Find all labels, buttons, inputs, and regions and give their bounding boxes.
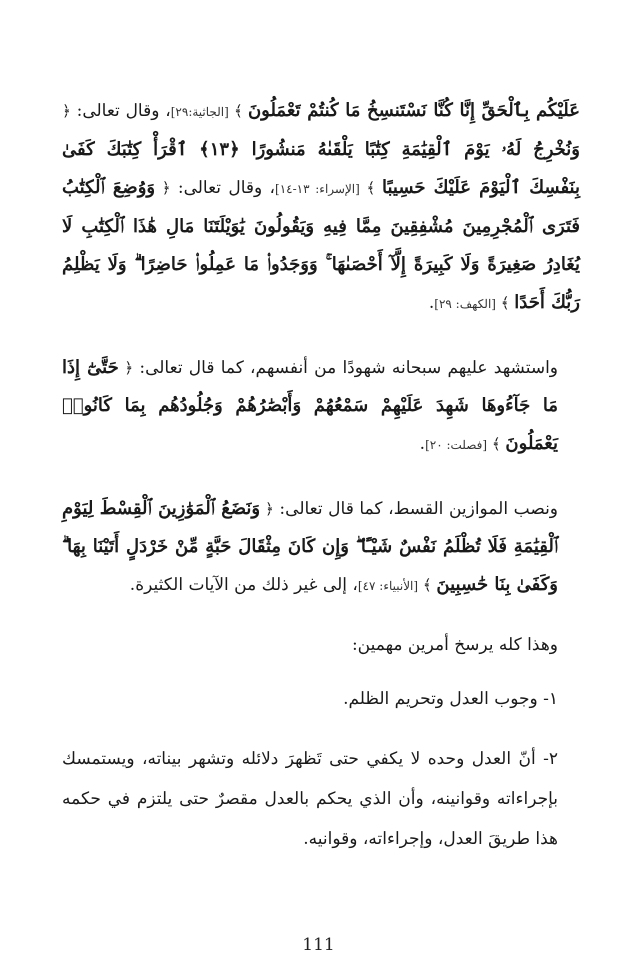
list-item-2 [62, 739, 580, 859]
paragraph-4 [62, 625, 580, 665]
ayah-open-bracket: ﴿ [260, 500, 274, 518]
body-text: وهذا كله يرسخ أمرين مهمين: [351, 635, 558, 655]
body-text: ، إلى غير ذلك من الآيات الكثيرة. [129, 575, 358, 595]
quran-verse: وَنُخْرِجُ لَهُۥ يَوْمَ ٱلْقِيَٰمَةِ كِتَٰبًا يَلْقَىٰهُ مَنشُورًا ﴿١٣﴾ ٱقْرَأْ كِتَٰبَكَ كَفَىٰ بِنَفْسِكَ ٱلْيَوْمَ عَلَيْكَ حَسِيبًا [62, 139, 580, 198]
surah-reference: [الكهف: ٢٩] [434, 297, 496, 311]
body-text: . [419, 434, 426, 454]
body-text: ٢- أنّ العدل وحده لا يكفي حتى تَظهرَ دلائله وتشهر بيناته، ويستمسك بإجراءاته وقوانينه، وأن الذي يحكم بالعدل مقصرٌ حتى يلتزم في حكمه هذا طريقَ العدل، وإجراءاته، وقوانيه. [62, 749, 558, 849]
body-text: . [428, 293, 435, 313]
ayah-close-bracket: ﴾ [487, 435, 506, 453]
page-number: 111 [302, 935, 335, 955]
quran-verse: حَتَّىٰٓ إِذَا مَا جَآءُوهَا شَهِدَ عَلَيْهِمْ سَمْعُهُمْ وَأَبْصَٰرُهُمْ وَجُلُودُهُم بِمَا كَانُوا۟ يَعْمَلُونَ [62, 357, 558, 454]
surah-reference: [الجاثية:٢٩] [170, 105, 229, 119]
ayah-open-bracket: ﴿ [118, 359, 134, 377]
paragraph-3 [62, 490, 580, 605]
surah-reference: [الإسراء: ١٣-١٤] [275, 182, 360, 196]
body-text: ١- وجوب العدل وتحريم الظلم. [343, 689, 558, 709]
surah-reference: [فصلت: ٢٠] [425, 438, 488, 452]
ayah-open-bracket: ﴿ [155, 179, 171, 197]
body-text: ونصب الموازين القسط، كما قال تعالى: [273, 499, 559, 519]
ayah-close-bracket: ﴾ [495, 294, 515, 312]
quran-verse: عَلَيْكُم بِٱلْحَقِّ إِنَّا كُنَّا نَسْتَنسِخُ مَا كُنتُمْ تَعْمَلُونَ [247, 100, 580, 121]
ayah-close-bracket: ﴾ [359, 179, 382, 197]
ayah-close-bracket: ﴾ [228, 102, 248, 120]
ayah-open-bracket: ﴿ [62, 102, 71, 120]
paragraph-2 [62, 349, 580, 464]
quran-verse: وَنَضَعُ ٱلْمَوَٰزِينَ ٱلْقِسْطَ لِيَوْمِ ٱلْقِيَٰمَةِ فَلَا تُظْلَمُ نَفْسٌ شَيْـًٔا ۖ وَإِن كَانَ مِثْقَالَ حَبَّةٍ مِّنْ خَرْدَلٍ أَتَيْنَا بِهَا ۗ وَكَفَىٰ بِنَا حَٰسِبِينَ [62, 498, 558, 595]
body-text: ، وقال تعالى: [170, 178, 276, 198]
body-text: ، وقال تعالى: [70, 101, 171, 121]
ayah-close-bracket: ﴾ [418, 576, 437, 594]
page-body [62, 92, 580, 859]
surah-reference: [الأنبياء: ٤٧] [357, 579, 419, 593]
quran-verse: وَوُضِعَ ٱلْكِتَٰبُ فَتَرَى ٱلْمُجْرِمِينَ مُشْفِقِينَ مِمَّا فِيهِ وَيَقُولُونَ يَٰوَيْلَتَنَا مَالِ هَٰذَا ٱلْكِتَٰبِ لَا يُغَادِرُ صَغِيرَةً وَلَا كَبِيرَةً إِلَّآ أَحْصَىٰهَا ۚ وَوَجَدُوا۟ مَا عَمِلُوا۟ حَاضِرًا ۗ وَلَا يَظْلِمُ رَبُّكَ أَحَدًا [62, 177, 580, 313]
list-item-1 [62, 679, 580, 719]
paragraph-1 [62, 92, 580, 323]
body-text: واستشهد عليهم سبحانه شهودًا من أنفسهم، كما قال تعالى: [133, 358, 558, 378]
